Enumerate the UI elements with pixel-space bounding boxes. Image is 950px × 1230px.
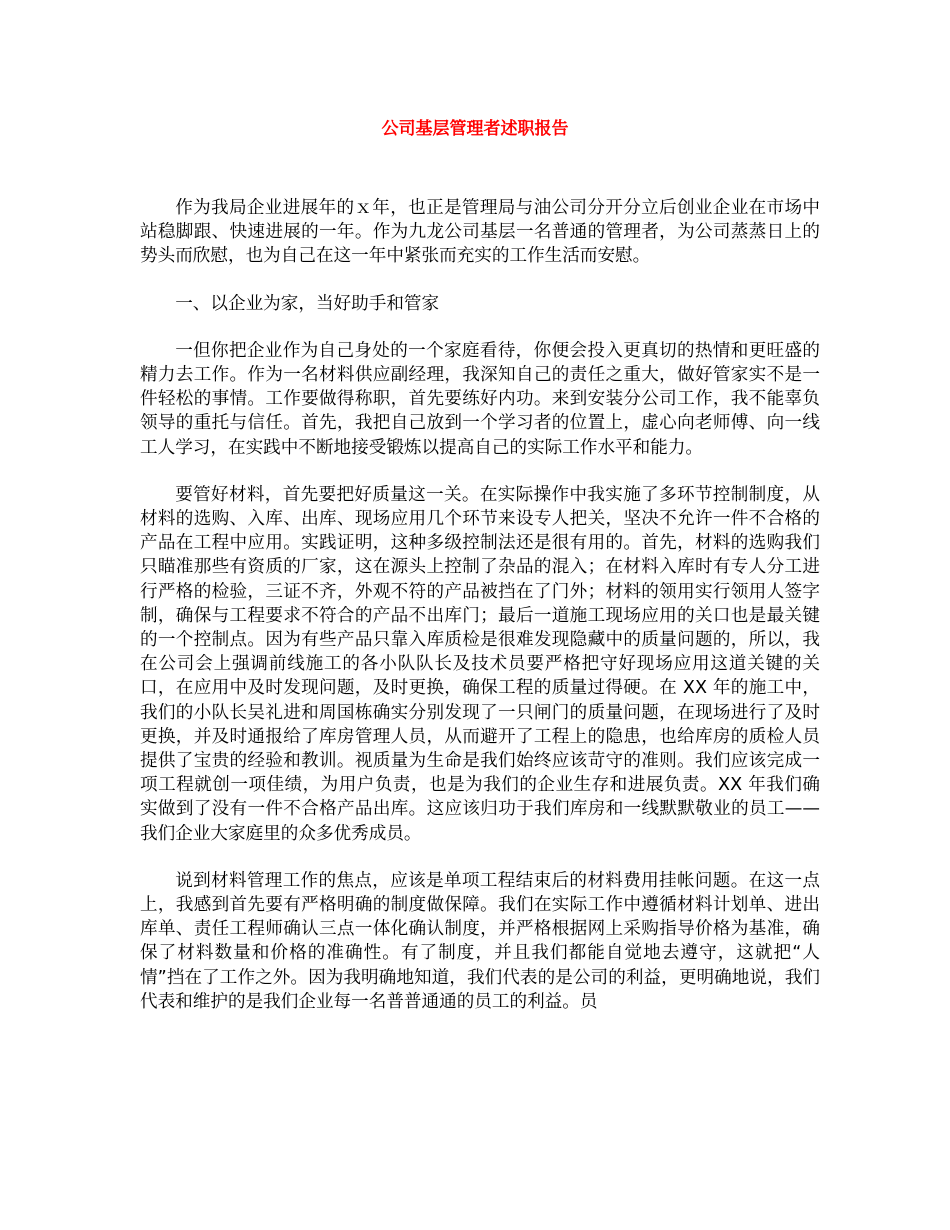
document-body <box>140 196 820 1037</box>
paragraph-1: 一但你把企业作为自己身处的一个家庭看待，你便会投入更真切的热情和更旺盛的精力去工作。作为一名材料供应副经理，我深知自己的责任之重大，做好管家实不是一件轻松的事情。工作要做得称职，首先要练好内功。来到安装分公司工作，我不能辜负领导的重托与信任。首先，我把自己放到一个学习者的位置上，虚心向老师傅、向一线工人学习，在实践中不断地接受锻炼以提高自己的实际工作水平和能力。 <box>140 340 820 458</box>
document-title: 公司基层管理者述职报告 <box>381 119 569 139</box>
paragraph-3: 说到材料管理工作的焦点，应该是单项工程结束后的材料费用挂帐问题。在这一点上，我感到首先要有严格明确的制度做保障。我们在实际工作中遵循材料计划单、进出库单、责任工程师确认三点一体化确认制度，并严格根据网上采购指导价格为基准，确保了材料数量和价格的准确性。有了制度，并且我们都能自觉地去遵守，这就把“人情”挡在了工作之外。因为我明确地知道，我们代表的是公司的利益，更明确地说，我们代表和维护的是我们企业每一名普普通通的员工的利益。员 <box>140 870 820 1012</box>
paragraph-intro: 作为我局企业进展年的ｘ年，也正是管理局与油公司分开分立后创业企业在市场中站稳脚跟、快速进展的一年。作为九龙公司基层一名普通的管理者，为公司蒸蒸日上的势头而欣慰，也为自己在这一年中紧张而充实的工作生活而安慰。 <box>140 198 820 267</box>
paragraph-2: 要管好材料，首先要把好质量这一关。在实际操作中我实施了多环节控制制度，从材料的选购、入库、出库、现场应用几个环节来设专人把关，坚决不允许一件不合格的产品在工程中应用。实践证明，这种多级控制法还是很有用的。首先，材料的选购我们只瞄准那些有资质的厂家，这在源头上控制了杂品的混入；在材料入库时有专人分工进行严格的检验，三证不齐，外观不符的产品被挡在了门外；材料的领用实行领用人签字制，确保与工程要求不符合的产品不出库门；最后一道施工现场应用的关口也是最关键的一个控制点。因为有些产品只靠入库质检是很难发现隐藏中的质量问题的，所以，我在公司会上强调前线施工的各小队队长及技术员要严格把守好现场应用这道关键的关口，在应用中及时发现问题，及时更换，确保工程的质量过得硬。在 XX 年的施工中，我们的小队长吴礼进和周国栋确实分别发现了一只闸门的质量问题，在现场进行了及时更换，并及时通报给了库房管理人员，从而避开了工程上的隐患，也给库房的质检人员提供了宝贵的经验和教训。视质量为生命是我们始终应该苛守的准则。我们应该完成一项工程就创一项佳绩，为用户负责，也是为我们的企业生存和进展负责。XX 年我们确实做到了没有一件不合格产品出库。这应该归功于我们库房和一线默默敬业的员工——我们企业大家庭里的众多优秀成员。 <box>140 484 820 844</box>
section-heading-1: 一、以企业为家，当好助手和管家 <box>175 293 440 314</box>
